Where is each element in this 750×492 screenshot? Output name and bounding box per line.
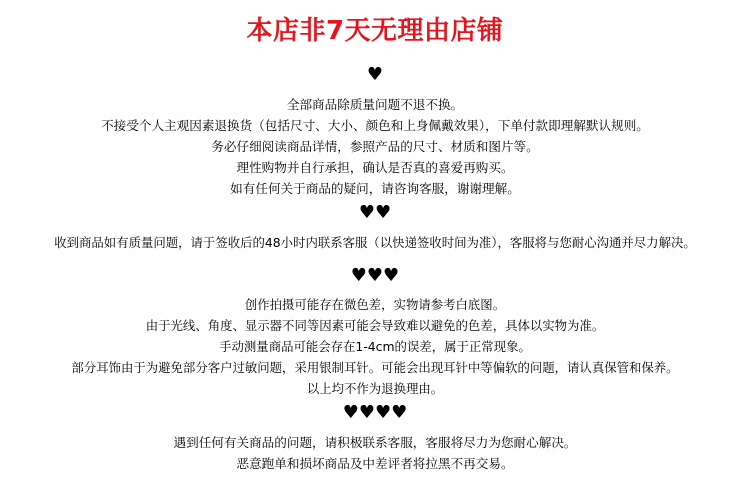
policy-line: 由于光线、角度、显示器不同等因素可能会导致难以避免的色差，具体以实物为准。 (145, 318, 605, 333)
heart-icon: ♥♥♥♥ (342, 402, 408, 423)
heart-divider-4 (0, 403, 750, 423)
policy-section-1 (0, 94, 750, 199)
heart-icon: ♥♥ (358, 202, 392, 223)
heart-icon: ♥ (366, 64, 384, 85)
policy-line: 以上均不作为退换理由。 (306, 381, 444, 396)
policy-line: 收到商品如有质量问题，请于签收后的48小时内联系客服（以快递签收时间为准），客服将与您耐心沟通并尽力解决。 (54, 235, 696, 250)
policy-line: 如有任何关于商品的疑问，请咨询客服，谢谢理解。 (230, 181, 520, 196)
policy-line: 部分耳饰由于为避免部分客户过敏问题，采用银制耳针。可能会出现耳针中等偏软的问题，请认真保管和保养。 (71, 360, 679, 375)
policy-line: 遇到任何有关商品的问题，请积极联系客服，客服将尽力为您耐心解决。 (173, 435, 577, 450)
policy-line: 不接受个人主观因素退换货（包括尺寸、大小、颜色和上身佩戴效果），下单付款即理解默认规则。 (101, 118, 649, 133)
policy-line: 创作拍摄可能存在微色差，实物请参考白底图。 (244, 297, 506, 312)
policy-section-2 (0, 232, 750, 253)
heart-divider-1 (0, 65, 750, 85)
policy-line: 全部商品除质量问题不退不换。 (286, 97, 464, 112)
policy-section-3 (0, 294, 750, 399)
heart-divider-2 (0, 203, 750, 223)
policy-line: 恶意跑单和损坏商品及中差评者将拉黑不再交易。 (236, 456, 514, 471)
policy-line: 务必仔细阅读商品详情，参照产品的尺寸、材质和图片等。 (211, 139, 539, 154)
policy-section-4 (0, 432, 750, 474)
heart-divider-3 (0, 266, 750, 286)
heart-icon: ♥♥♥ (350, 265, 400, 286)
policy-line: 手动测量商品可能会存在1-4cm的误差，属于正常现象。 (219, 339, 531, 354)
policy-line: 理性购物并自行承担，确认是否真的喜爱再购买。 (236, 160, 514, 175)
page-title: 本店非7天无理由店铺 (246, 16, 504, 46)
